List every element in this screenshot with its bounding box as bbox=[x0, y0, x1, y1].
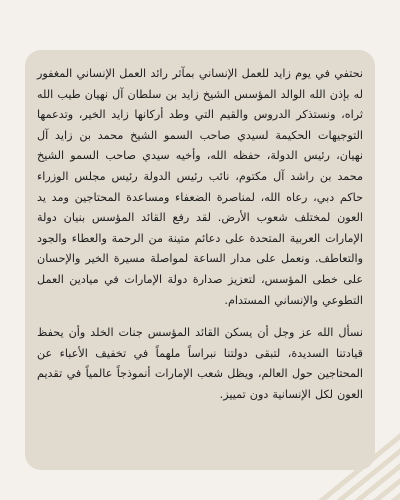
statement-paragraph-1: نحتفي في يوم زايد للعمل الإنساني بمآثر رائد العمل الإنساني المغفور له بإذن الله الوالد المؤسس الشيخ زايد بن سلطان آل نهيان طيب الله ثراه، ونستذكر الدروس والقيم التي وطد أركانها زايد الخير، وتدعمها التوجيهات الحكيمة لسيدي صاحب السمو الشيخ محمد بن زايد آل نهيان، رئيس الدولة، حفظه الله، وأخيه سيدي صاحب السمو الشيخ محمد بن راشد آل مكتوم، نائب رئيس الدولة رئيس مجلس الوزراء حاكم دبي، رعاه الله، لمناصرة الضعفاء ومساعدة المحتاجين ومد يد العون لمختلف شعوب الأرض. لقد رفع القائد المؤسس بنيان دولة الإمارات العربية المتحدة على دعائم متينة من الرحمة والعطاء والجود والتعاطف. ونعمل على مدار الساعة لمواصلة مسيرة الخير والإحسان على خطى المؤسس، لتعزيز صدارة دولة الإمارات في ميادين العمل التطوعي والإنساني المستدام. bbox=[37, 67, 363, 307]
statement-card bbox=[25, 50, 375, 470]
statement-paragraph-2: نسأل الله عز وجل أن يسكن القائد المؤسس جنات الخلد وأن يحفظ قيادتنا السديدة، لتبقى دولتنا نبراساً ملهماً في تخفيف الأعباء عن المحتاجين حول العالم، ويظل شعب الإمارات أنموذجاً عالمياً في تقديم العون لكل الإنسانية دون تمييز. bbox=[37, 326, 363, 401]
